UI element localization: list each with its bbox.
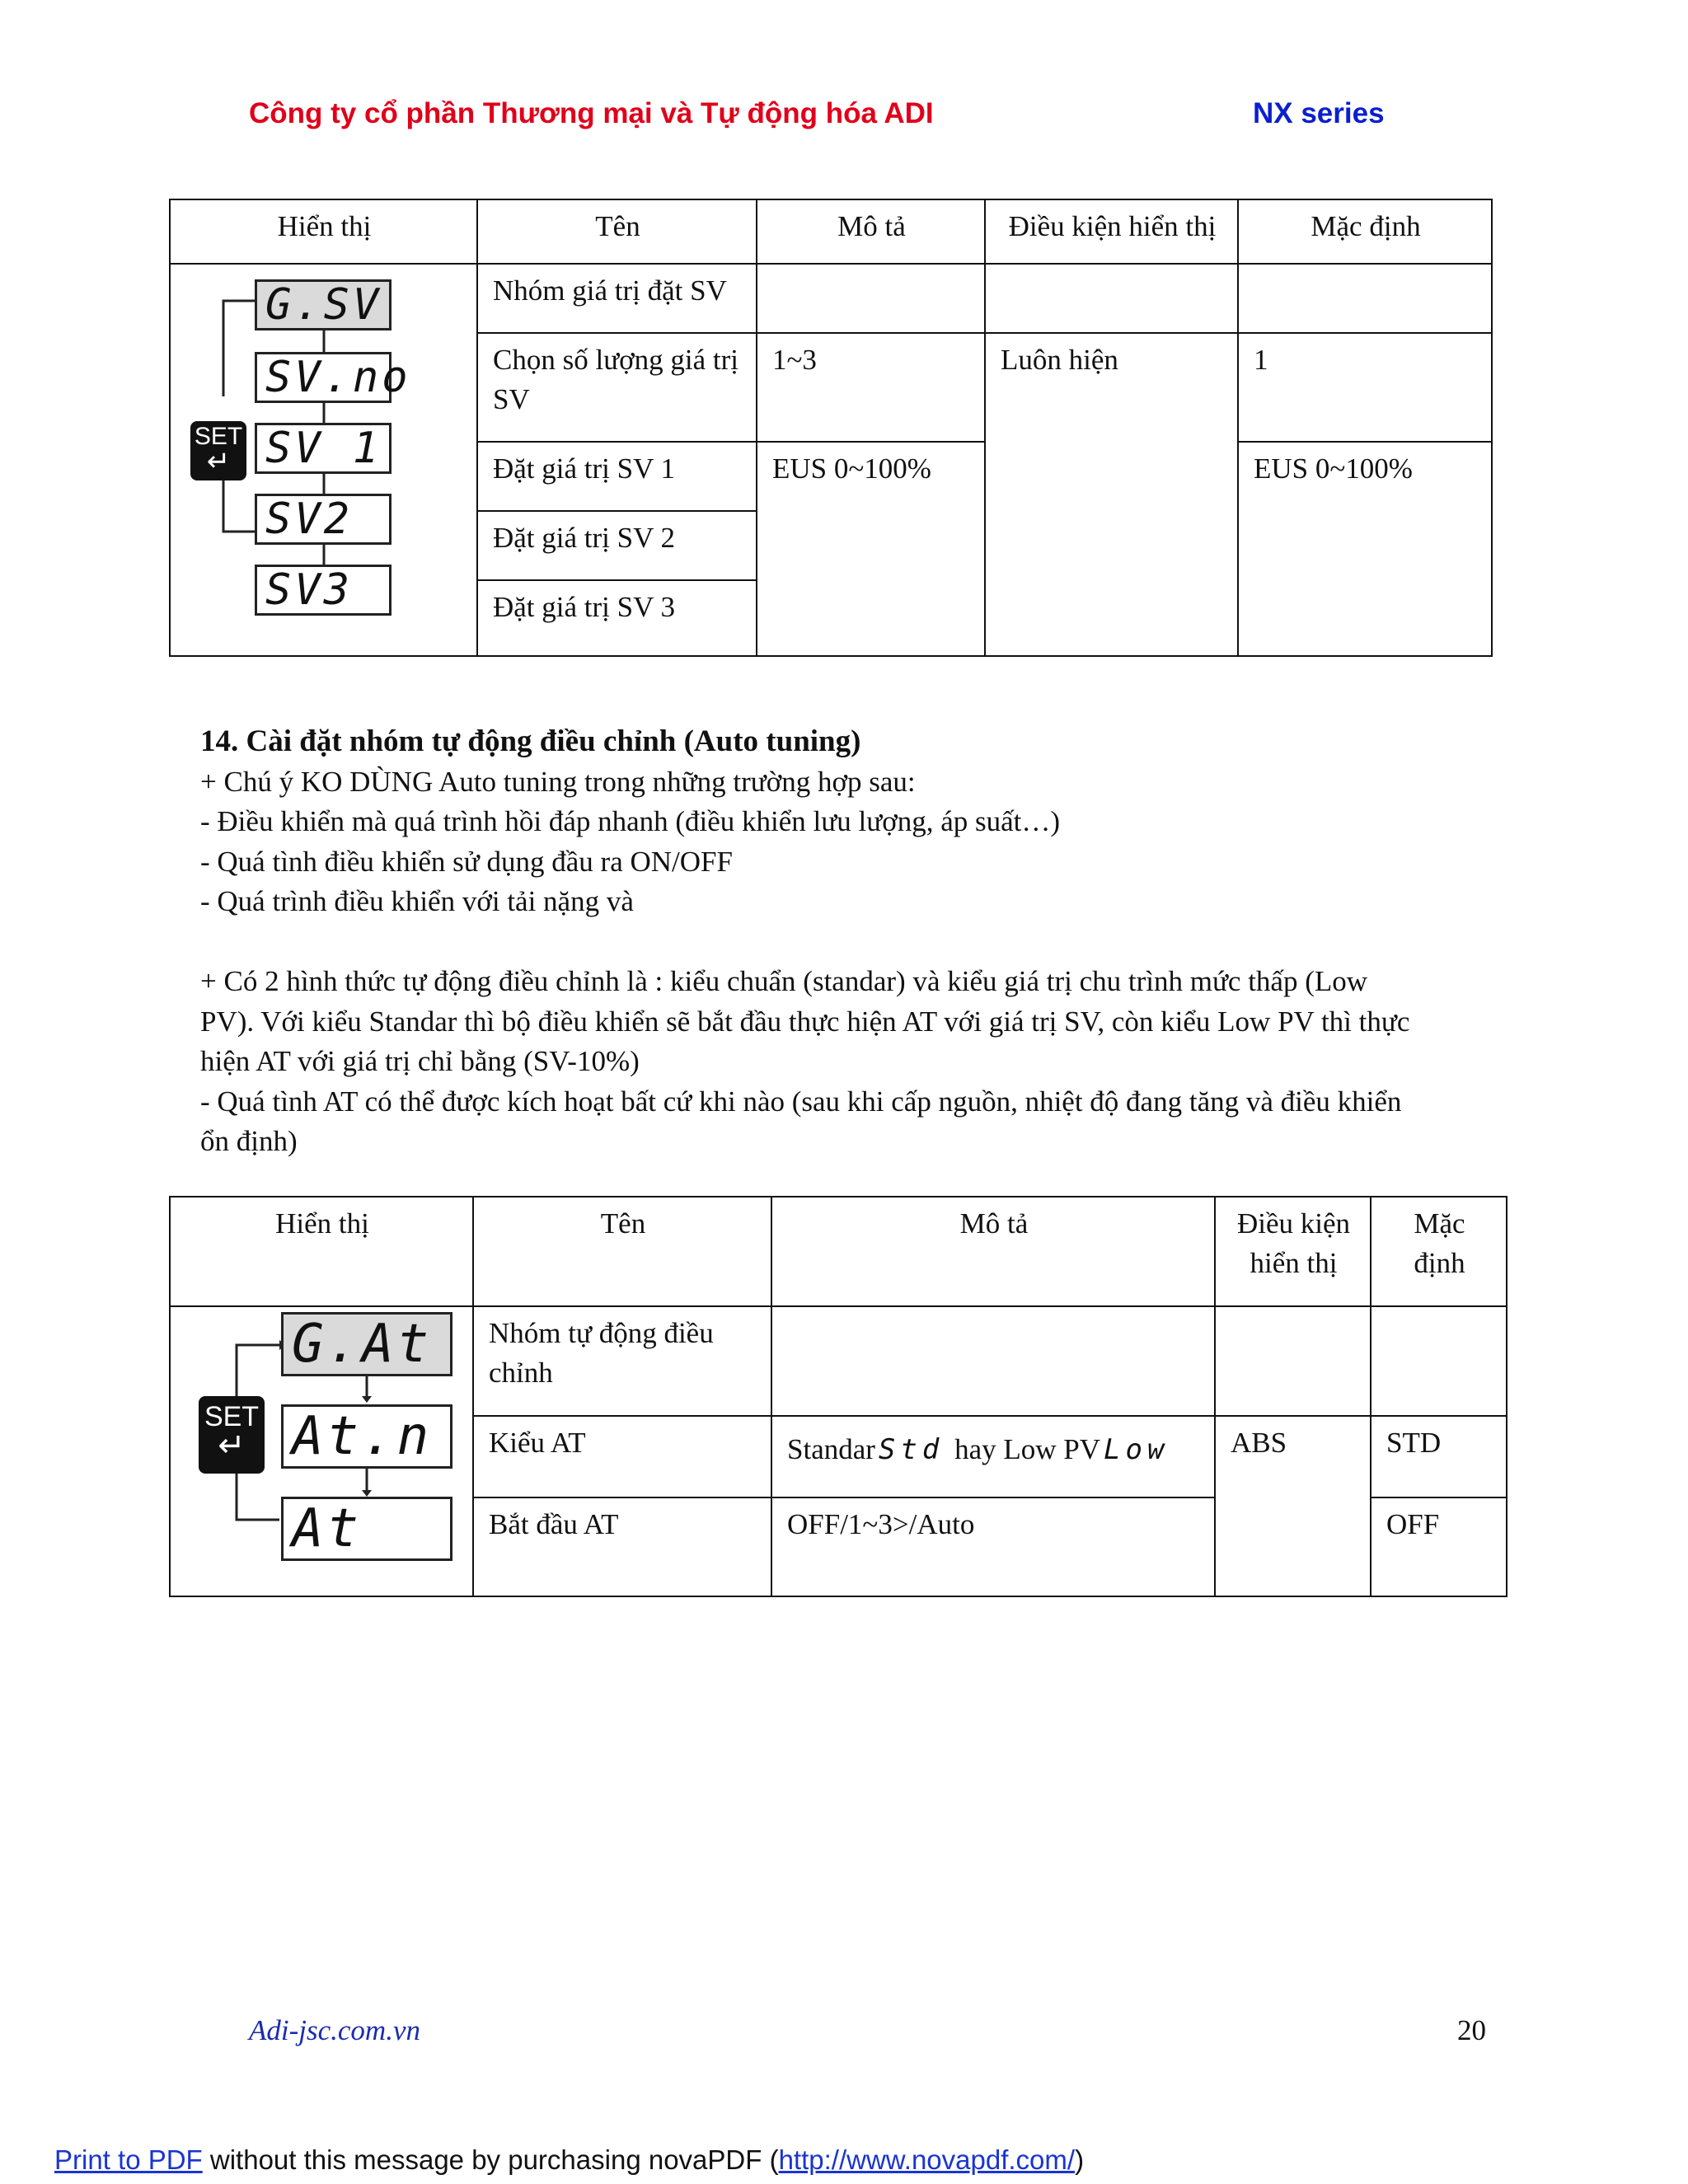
lcd-atn: At.n: [281, 1404, 452, 1469]
print-to-pdf-link[interactable]: Print to PDF: [54, 2144, 203, 2175]
col-name: Tên: [477, 199, 757, 264]
row-desc: EUS 0~100%: [757, 442, 985, 656]
col-default: Mặc định: [1371, 1197, 1507, 1306]
row-default: 1: [1238, 333, 1492, 442]
novapdf-link[interactable]: http://www.novapdf.com/: [778, 2144, 1076, 2175]
row-desc: [757, 264, 985, 333]
page-number: 20: [1457, 2014, 1486, 2046]
std-display-glyph: Std: [878, 1433, 945, 1466]
col-display: Hiển thị: [170, 1197, 473, 1306]
row-default: [1371, 1306, 1507, 1416]
enter-arrow-icon: ↵: [206, 446, 231, 477]
paragraph-line: - Điều khiển mà quá trình hồi đáp nhanh (điều khiển lưu lượng, áp suất…): [200, 805, 1061, 838]
col-name: Tên: [473, 1197, 771, 1306]
row-cond: Luôn hiện: [985, 333, 1238, 656]
row-default: OFF: [1371, 1497, 1507, 1596]
col-condition: Điều kiện hiển thị: [985, 199, 1238, 264]
row-cond: ABS: [1215, 1416, 1371, 1596]
row-cond: [1215, 1306, 1371, 1416]
row-name: Chọn số lượng giá trị SV: [477, 333, 757, 442]
lcd-at: At: [281, 1497, 452, 1561]
enter-arrow-icon: ↵: [218, 1427, 246, 1464]
footer-website: Adi-jsc.com.vn: [249, 2014, 420, 2046]
lcd-svno: SV.no: [255, 352, 392, 403]
paragraph-line: - Quá tình điều khiển sử dụng đầu ra ON/OFF: [200, 845, 733, 878]
paragraph-line: hiện AT với giá trị chỉ bằng (SV-10%): [200, 1045, 640, 1078]
pdf-promo-bar: [54, 2144, 1084, 2176]
col-description: Mô tả: [771, 1197, 1215, 1306]
lcd-sv2: SV2: [255, 494, 392, 545]
section-14: [200, 722, 1519, 1162]
row-desc: 1~3: [757, 333, 985, 442]
display-diagram-cell: [170, 1306, 473, 1596]
paragraph-line: - Quá tình AT có thể được kích hoạt bất cứ khi nào (sau khi cấp nguồn, nhiệt độ đang tăng và điều khiển: [200, 1085, 1402, 1118]
row-desc: [771, 1306, 1215, 1416]
paragraph-line: + Có 2 hình thức tự động điều chỉnh là : kiểu chuẩn (standar) và kiểu giá trị chu trình mức thấp (Low: [200, 964, 1368, 997]
row-name: Bắt đầu AT: [473, 1497, 771, 1596]
auto-tuning-table: [169, 1196, 1507, 1597]
row-desc: OFF/1~3>/Auto: [771, 1497, 1215, 1596]
set-key: SET ↵: [190, 421, 246, 480]
sv-group-table: [169, 199, 1493, 657]
row-default: EUS 0~100%: [1238, 442, 1492, 656]
lcd-sv1: SV 1: [255, 423, 392, 474]
paragraph-line: PV). Với kiểu Standar thì bộ điều khiển sẽ bắt đầu thực hiện AT với giá trị SV, còn kiểu Low PV thì thực: [200, 1005, 1410, 1038]
row-default: [1238, 264, 1492, 333]
col-description: Mô tả: [757, 199, 985, 264]
paragraph-line: ổn định): [200, 1125, 298, 1158]
row-name: Kiểu AT: [473, 1416, 771, 1497]
col-default: Mặc định: [1238, 199, 1492, 264]
series-name: NX series: [1253, 97, 1385, 129]
col-display: Hiển thị: [170, 199, 477, 264]
paragraph-line: - Quá trình điều khiển với tải nặng và: [200, 885, 634, 918]
col-condition: Điều kiện hiển thị: [1215, 1197, 1371, 1306]
row-name: Đặt giá trị SV 3: [477, 580, 757, 656]
lcd-gat: G.At: [281, 1312, 452, 1376]
display-diagram-cell: [170, 264, 477, 656]
promo-end: ): [1075, 2144, 1085, 2175]
low-display-glyph: Low: [1104, 1433, 1170, 1466]
lcd-gsv: G.SV: [255, 279, 392, 330]
paragraph-line: + Chú ý KO DÙNG Auto tuning trong những trường hợp sau:: [200, 765, 916, 798]
row-name: Nhóm tự động điều chỉnh: [473, 1306, 771, 1416]
row-cond: [985, 264, 1238, 333]
row-name: Nhóm giá trị đặt SV: [477, 264, 757, 333]
row-default: STD: [1371, 1416, 1507, 1497]
section-heading: 14. Cài đặt nhóm tự động điều chỉnh (Auto tuning): [200, 724, 861, 758]
row-name: Đặt giá trị SV 1: [477, 442, 757, 511]
row-desc: Standar Std hay Low PV Low: [771, 1416, 1215, 1497]
row-name: Đặt giá trị SV 2: [477, 511, 757, 580]
lcd-sv3: SV3: [255, 565, 392, 616]
set-key: SET ↵: [199, 1396, 265, 1474]
company-name: Công ty cổ phần Thương mại và Tự động hóa ADI: [249, 97, 934, 129]
promo-text: without this message by purchasing novaPDF (: [202, 2144, 779, 2175]
